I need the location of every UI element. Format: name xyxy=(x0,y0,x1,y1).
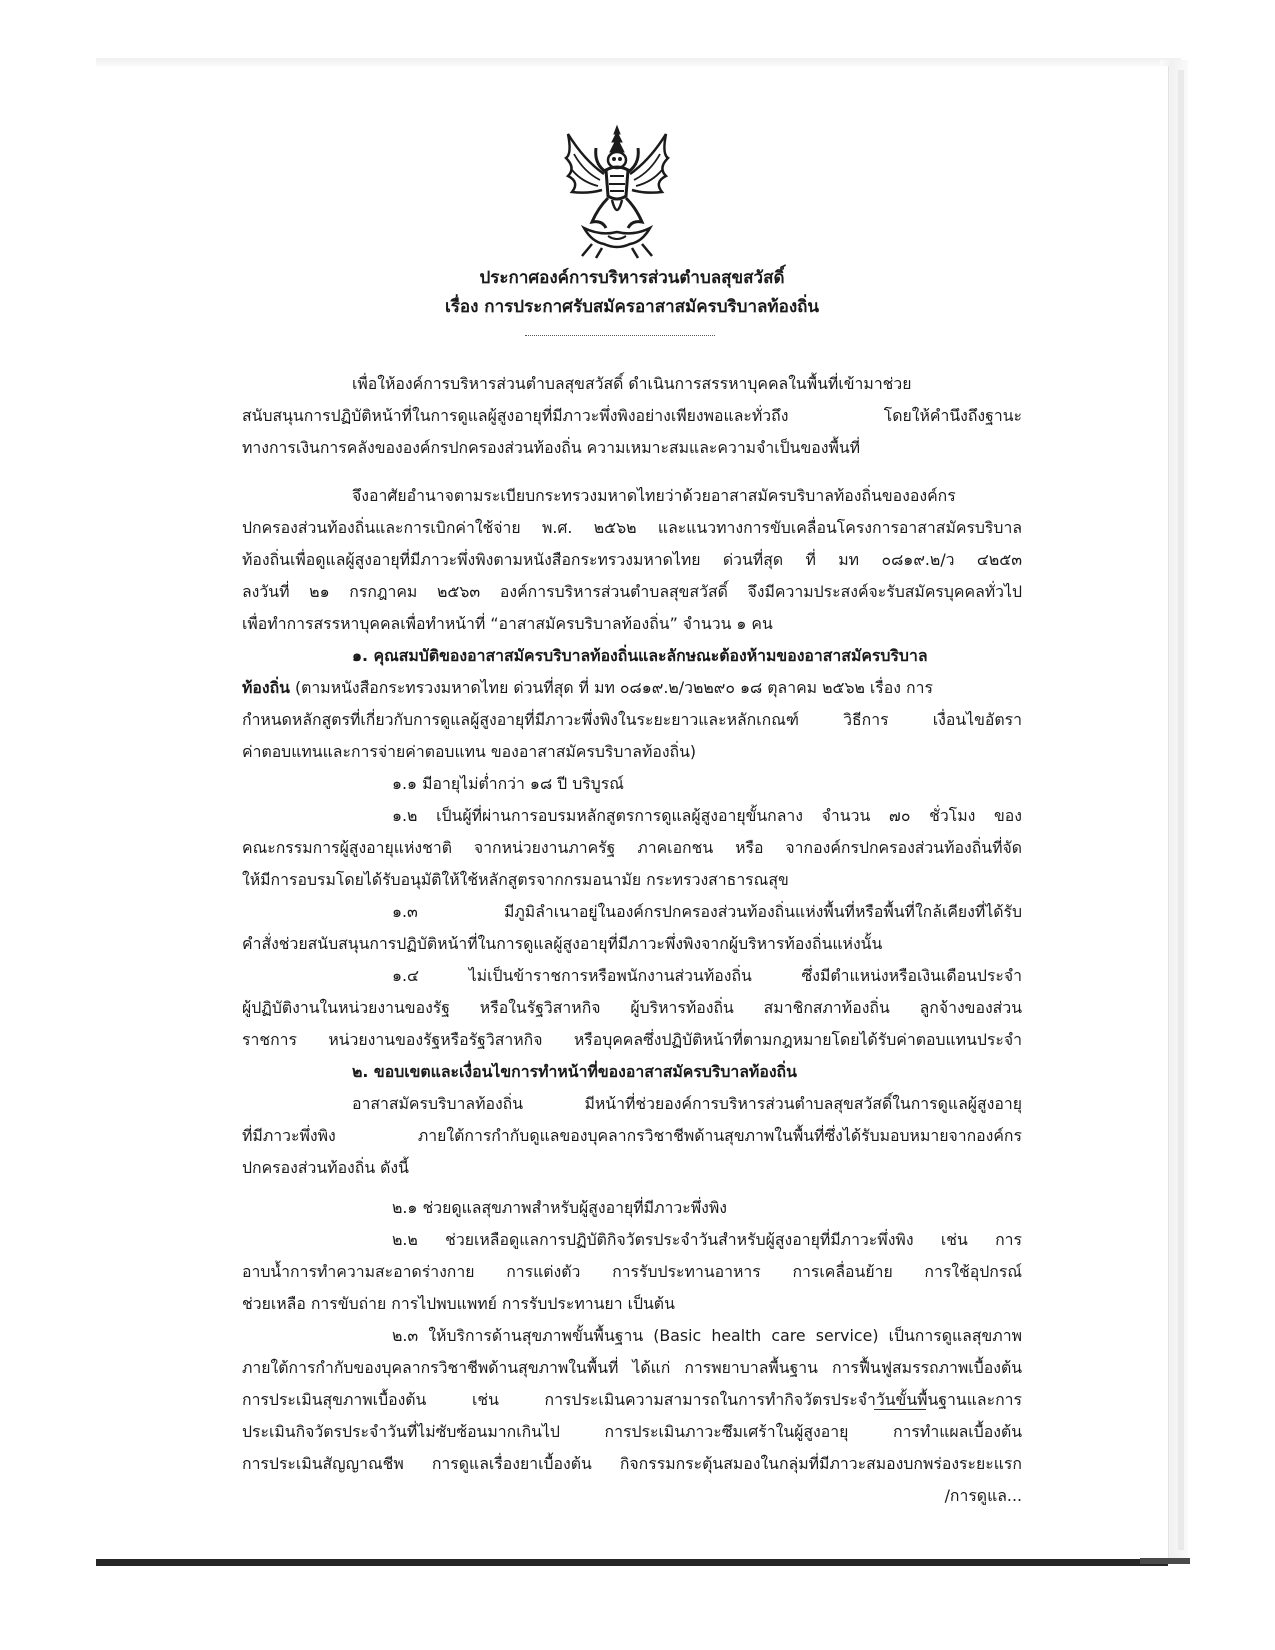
title-separator xyxy=(525,335,715,336)
body-line: อาบน้ำการทำความสะอาดร่างกาย การแต่งตัว การรับประทานอาหาร การเคลื่อนย้าย การใช้อุปกรณ์ xyxy=(242,1262,1022,1281)
list-item: ๑.๓ มีภูมิลำเนาอยู่ในองค์กรปกครองส่วนท้องถิ่นแห่งพื้นที่หรือพื้นที่ใกล้เคียงที่ได้รับ xyxy=(392,902,1022,921)
handwritten-underline xyxy=(874,1409,926,1410)
body-line: ท้องถิ่นเพื่อดูแลผู้สูงอายุที่มีภาวะพึ่งพิงตามหนังสือกระทรวงมหาดไทย ด่วนที่สุด ที่ มท ๐๘๑๙.๒/ว ๔๒๕๓ xyxy=(242,550,1022,569)
document-title: ประกาศองค์การบริหารส่วนตำบลสุขสวัสดิ์ xyxy=(479,268,785,288)
body-line: ประเมินกิจวัตรประจำวันที่ไม่ซับซ้อนมากเกินไป การประเมินภาวะซึมเศร้าในผู้สูงอายุ การทำแผลเบื้องต้น xyxy=(242,1422,1022,1441)
body-line: ลงวันที่ ๒๑ กรกฎาคม ๒๕๖๓ องค์การบริหารส่วนตำบลสุขสวัสดิ์ จึงมีความประสงค์จะรับสมัครบุคคลทั่วไป xyxy=(242,582,1022,601)
body-line: ช่วยเหลือ การขับถ่าย การไปพบแพทย์ การรับประทานยา เป็นต้น xyxy=(242,1294,675,1313)
body-line: ที่มีภาวะพึ่งพิง ภายใต้การกำกับดูแลของบุคลากรวิชาชีพด้านสุขภาพในพื้นที่ซึ่งได้รับมอบหมายจากองค์กร xyxy=(242,1126,1022,1145)
list-item: ๑.๒ เป็นผู้ที่ผ่านการอบรมหลักสูตรการดูแลผู้สูงอายุขั้นกลาง จำนวน ๗๐ ชั่วโมง ของ xyxy=(392,806,1022,825)
continuation-marker: /การดูแล... xyxy=(944,1486,1022,1505)
section-heading-2: ๒. ขอบเขตและเงื่อนไขการทำหน้าที่ของอาสาสมัครบริบาลท้องถิ่น xyxy=(352,1062,797,1081)
list-item: ๒.๑ ช่วยดูแลสุขภาพสำหรับผู้สูงอายุที่มีภาวะพึ่งพิง xyxy=(392,1198,727,1217)
body-line: อาสาสมัครบริบาลท้องถิ่น มีหน้าที่ช่วยองค์การบริหารส่วนตำบลสุขสวัสดิ์ในการดูแลผู้สูงอายุ xyxy=(352,1094,1022,1113)
bold-term: ท้องถิ่น xyxy=(242,678,290,697)
body-line xyxy=(242,672,1022,704)
body-line: กำหนดหลักสูตรที่เกี่ยวกับการดูแลผู้สูงอายุที่มีภาวะพึ่งพิงในระยะยาวและหลักเกณฑ์ วิธีการ เงื่อนไขอัตรา xyxy=(242,710,1022,729)
document-subject: เรื่อง การประกาศรับสมัครอาสาสมัครบริบาลท้องถิ่น xyxy=(444,297,820,317)
body-line: สนับสนุนการปฏิบัติหน้าที่ในการดูแลผู้สูงอายุที่มีภาวะพึ่งพิงอย่างเพียงพอและทั่วถึง โดยให้คำนึงถึงฐานะ xyxy=(242,406,1022,425)
body-line: การประเมินสัญญาณชีพ การดูแลเรื่องยาเบื้องต้น กิจกรรมกระตุ้นสมองในกลุ่มที่มีภาวะสมองบกพร่องระยะแรก xyxy=(242,1454,1022,1473)
body-line: ภายใต้การกำกับของบุคลากรวิชาชีพด้านสุขภาพในพื้นที่ ได้แก่ การพยาบาลพื้นฐาน การฟื้นฟูสมรรถภาพเบื้องต้น xyxy=(242,1358,1022,1377)
body-line: จึงอาศัยอำนาจตามระเบียบกระทรวงมหาดไทยว่าด้วยอาสาสมัครบริบาลท้องถิ่นขององค์กร xyxy=(352,486,956,505)
body-line: ราชการ หน่วยงานของรัฐหรือรัฐวิสาหกิจ หรือบุคคลซึ่งปฏิบัติหน้าที่ตามกฎหมายโดยได้รับค่าตอบแทนประจำ xyxy=(242,1030,1022,1049)
body-line: คณะกรรมการผู้สูงอายุแห่งชาติ จากหน่วยงานภาครัฐ ภาคเอกชน หรือ จากองค์กรปกครองส่วนท้องถิ่นที่จัด xyxy=(242,838,1022,857)
section-heading-1: ๑. คุณสมบัติของอาสาสมัครบริบาลท้องถิ่นและลักษณะต้องห้ามของอาสาสมัครบริบาล xyxy=(352,646,928,665)
list-item: ๒.๓ ให้บริการด้านสุขภาพขั้นพื้นฐาน (Basic health care service) เป็นการดูแลสุขภาพ xyxy=(392,1326,1022,1345)
scan-bottom-band xyxy=(96,1559,1168,1566)
body-line: ค่าตอบแทนและการจ่ายค่าตอบแทน ของอาสาสมัครบริบาลท้องถิ่น) xyxy=(242,742,697,761)
scan-bottom-band-tail xyxy=(1140,1558,1190,1564)
body-line: คำสั่งช่วยสนับสนุนการปฏิบัติหน้าที่ในการดูแลผู้สูงอายุที่มีภาวะพึ่งพิงจากผู้บริหารท้องถิ่นแห่งนั้น xyxy=(242,934,883,953)
body-line: ให้มีการอบรมโดยได้รับอนุมัติให้ใช้หลักสูตรจากกรมอนามัย กระทรวงสาธารณสุข xyxy=(242,870,789,889)
body-line: ทางการเงินการคลังขององค์กรปกครองส่วนท้องถิ่น ความเหมาะสมและความจำเป็นของพื้นที่ xyxy=(242,438,861,457)
body-line: เพื่อทำการสรรหาบุคคลเพื่อทำหน้าที่ “อาสาสมัครบริบาลท้องถิ่น” จำนวน ๑ คน xyxy=(242,614,773,633)
body-line: ปกครองส่วนท้องถิ่นและการเบิกค่าใช้จ่าย พ.ศ. ๒๕๖๒ และแนวทางการขับเคลื่อนโครงการอาสาสมัครบริบาล xyxy=(242,518,1022,537)
body-line: เพื่อให้องค์การบริหารส่วนตำบลสุขสวัสดิ์ ดำเนินการสรรหาบุคคลในพื้นที่เข้ามาช่วย xyxy=(352,374,912,393)
body-line: การประเมินสุขภาพเบื้องต้น เช่น การประเมินความสามารถในการทำกิจวัตรประจำวันขั้นพื้นฐานและการ xyxy=(242,1390,1022,1409)
list-item: ๑.๔ ไม่เป็นข้าราชการหรือพนักงานส่วนท้องถิ่น ซึ่งมีตำแหน่งหรือเงินเดือนประจำ xyxy=(392,966,1022,985)
body-line: ผู้ปฏิบัติงานในหน่วยงานของรัฐ หรือในรัฐวิสาหกิจ ผู้บริหารท้องถิ่น สมาชิกสภาท้องถิ่น ลูกจ้างของส่วน xyxy=(242,998,1022,1017)
garuda-emblem-icon xyxy=(562,124,672,260)
body-line: ปกครองส่วนท้องถิ่น ดังนี้ xyxy=(242,1158,409,1177)
list-item: ๒.๒ ช่วยเหลือดูแลการปฏิบัติกิจวัตรประจำวันสำหรับผู้สูงอายุที่มีภาวะพึ่งพิง เช่น การ xyxy=(392,1230,1022,1249)
list-item: ๑.๑ มีอายุไม่ต่ำกว่า ๑๘ ปี บริบูรณ์ xyxy=(392,774,624,793)
body-text: (ตามหนังสือกระทรวงมหาดไทย ด่วนที่สุด ที่ มท ๐๘๑๙.๒/ว๒๒๙๐ ๑๘ ตุลาคม ๒๕๖๒ เรื่อง การ xyxy=(289,678,933,697)
scan-paper-edge-right-inner xyxy=(1178,70,1184,1550)
